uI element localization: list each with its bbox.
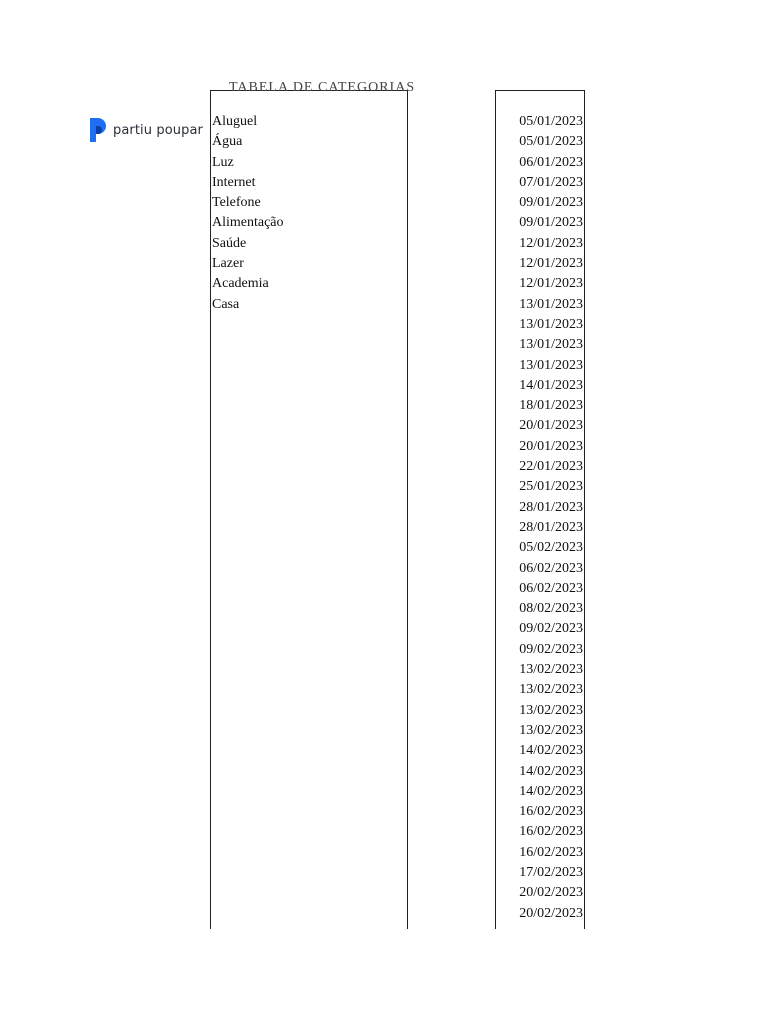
date-cell: 05/02/2023 (519, 540, 583, 556)
dates-column (495, 90, 585, 929)
date-cell: 20/02/2023 (519, 885, 583, 901)
partiu-poupar-logo-icon (88, 117, 108, 143)
date-cell: 08/02/2023 (519, 601, 583, 617)
date-cell: 16/02/2023 (519, 824, 583, 840)
date-cell: 28/01/2023 (519, 499, 583, 515)
category-item: Lazer (212, 256, 244, 272)
category-item: Alimentação (212, 215, 284, 231)
date-cell: 14/02/2023 (519, 743, 583, 759)
date-cell: 13/01/2023 (519, 337, 583, 353)
date-cell: 16/02/2023 (519, 804, 583, 820)
date-cell: 13/01/2023 (519, 357, 583, 373)
category-item: Luz (212, 154, 234, 170)
brand-logo (88, 116, 203, 144)
categories-column (210, 80, 416, 929)
date-cell: 09/02/2023 (519, 621, 583, 637)
date-cell: 12/01/2023 (519, 235, 583, 251)
date-cell: 13/01/2023 (519, 316, 583, 332)
date-cell: 28/01/2023 (519, 519, 583, 535)
date-cell: 20/01/2023 (519, 438, 583, 454)
brand-name: partiu poupar (113, 122, 203, 138)
date-cell: 20/01/2023 (519, 418, 583, 434)
date-cell: 13/02/2023 (519, 702, 583, 718)
date-cell: 06/02/2023 (519, 580, 583, 596)
date-cell: 05/01/2023 (519, 114, 583, 129)
date-cell: 14/02/2023 (519, 783, 583, 799)
category-item: Academia (212, 276, 269, 292)
date-cell: 18/01/2023 (519, 398, 583, 414)
date-cell: 12/01/2023 (519, 276, 583, 292)
date-cell: 06/02/2023 (519, 560, 583, 576)
date-cell: 09/02/2023 (519, 641, 583, 657)
category-item: Água (212, 134, 243, 150)
date-cell: 09/01/2023 (519, 215, 583, 231)
categories-list (211, 112, 407, 315)
date-cell: 06/01/2023 (519, 154, 583, 170)
date-cell: 22/01/2023 (519, 459, 583, 475)
category-item: Saúde (212, 235, 247, 251)
date-cell: 13/02/2023 (519, 722, 583, 738)
category-item: Casa (212, 296, 240, 312)
date-cell: 05/01/2023 (519, 134, 583, 150)
date-cell: 17/02/2023 (519, 864, 583, 880)
date-cell: 13/02/2023 (519, 662, 583, 678)
date-cell: 07/01/2023 (519, 174, 583, 190)
date-cell: 13/01/2023 (519, 296, 583, 312)
date-cell: 20/02/2023 (519, 905, 583, 921)
date-cell: 12/01/2023 (519, 256, 583, 272)
categories-header: TABELA DE CATEGORIAS (229, 80, 416, 95)
date-cell: 13/02/2023 (519, 682, 583, 698)
date-cell: 25/01/2023 (519, 479, 583, 495)
date-cell: 14/02/2023 (519, 763, 583, 779)
date-cell: 14/01/2023 (519, 377, 583, 393)
category-item: Internet (212, 174, 256, 190)
category-item: Telefone (212, 195, 261, 211)
date-cell: 16/02/2023 (519, 844, 583, 860)
date-cell: 09/01/2023 (519, 195, 583, 211)
category-item: Aluguel (212, 114, 258, 129)
dates-list (496, 112, 584, 924)
